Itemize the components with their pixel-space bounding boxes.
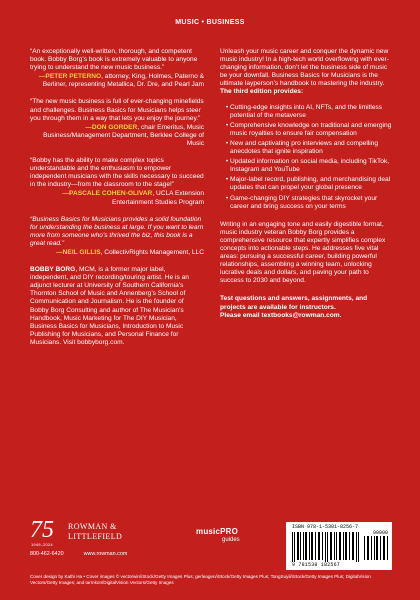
instructor-note — [220, 295, 392, 319]
instructor-text: Test questions and answers, assignments, and projects are available for instructors. — [220, 295, 368, 311]
barcode-number: 9 781538 182567 — [292, 562, 341, 568]
quote-text: “Business Basics for Musicians provides a solid foundation for understanding the business at large. If you want to learn more from someone who’s thrived the biz, this book is a great read.” — [30, 215, 204, 247]
quote-author: —PETER PETERNO — [38, 73, 102, 81]
price-barcode-icon — [364, 536, 388, 560]
barcode-block — [286, 522, 392, 570]
quote-text: “An exceptionally well-written, thorough, and competent book. Bobby Borg’s book is extremely valuable to anyone trying to understand the new music business.” — [30, 48, 198, 72]
quote-attribution — [30, 124, 204, 148]
quote-author: —NEIL GILLIS — [56, 248, 101, 256]
publisher-contact — [30, 551, 210, 557]
book-description — [220, 48, 392, 97]
quote-author: —DON GORDER — [85, 123, 138, 131]
endorsement-quote — [30, 48, 204, 89]
publisher-name — [68, 522, 122, 542]
feature-item: • Game-changing DIY strategies that skyrocket your career and bring success on your terms — [230, 195, 392, 211]
endorsement-quote — [30, 157, 204, 207]
author-name: BOBBY BORG — [30, 266, 76, 274]
author-bio-text: , MCM, is a former major label, independent, and DIY recording/touring artist. He is an adjunct lecturer at University of Southern California’s Thornton School of Music and Annenberg’s School of Communication and Journalism. He is the founder of Bobby Borg Consulting and author of The Musician’s Handbook, Music Marketing for The DIY Musician, Business Basics for Musicians, Introduction to Music Publishing for Musicians, and Personal Finance for Musicians. Visit bobbyborg.com. — [30, 266, 189, 346]
feature-item: • Major-label record, publishing, and merchandising deal updates that can propel your global presence — [230, 176, 392, 192]
anniversary-years: 1949–2024 — [31, 542, 53, 547]
left-column — [30, 48, 204, 347]
feature-item: • Comprehensive knowledge on traditional and emerging music royalties to ensure fair compensation — [230, 122, 392, 138]
publisher-website: www.rowman.com — [83, 551, 128, 557]
series-name: musicPRO — [196, 527, 239, 536]
quote-affiliation: , chair Emeritus, Music Business/Management Department, Berklee College of Music — [43, 123, 204, 147]
right-column — [220, 48, 392, 320]
endorsement-quote — [30, 216, 204, 257]
feature-item: • New and captivating pro interviews and compelling anecdotes that ignite inspiration — [230, 140, 392, 156]
cover-credits: Cover design by Kathi Ha • Cover images © vectorwin/iStock/Getty Images Plus; gerleagen/iStock/Getty Images Plus; TongSuyil/iStock/Getty Images Plus; DigitalVision Vectors/Getty Images; and Iarmkon/DigitalVision Vectors/Getty Images — [30, 574, 371, 585]
quote-attribution — [30, 73, 204, 89]
price-code: 90000 — [372, 530, 388, 536]
description-intro-bold: The third edition provides: — [220, 88, 304, 96]
category-label: MUSIC • BUSINESS — [175, 19, 245, 26]
publisher-name-line2: LITTLEFIELD — [68, 532, 123, 541]
barcode-icon — [292, 532, 362, 562]
publisher-phone: 800-462-6420 — [30, 551, 64, 557]
author-bio — [30, 266, 204, 347]
publisher-name-line1: ROWMAN & — [68, 522, 117, 531]
quote-text: “Bobby has the ability to make complex topics understandable and the enthusiasm to empower independent musicians with the skills necessary to succeed in the industry—from the classroom to the stage!” — [30, 157, 204, 189]
anniversary-number: 75 — [30, 517, 54, 543]
description-body: Writing in an engaging tone and easily digestible format, music industry veteran Bobby Borg provides a comprehensive resource that expertly simplifies complex concepts into actionable steps. He addresses five vital areas: pursuing a successful career, building powerful relationships, assembling a winning team, unlocking lucrative deals and dollars, and paving your path to success to 2030 and beyond. — [220, 220, 386, 285]
features-list — [220, 104, 392, 211]
feature-item: • Updated information on social media, including TikTok, Instagram and YouTube — [230, 158, 392, 174]
endorsement-quote — [30, 98, 204, 148]
quote-affiliation: , attorney, King, Holmes, Paterno & Berliner, representing Metallica, Dr. Dre, and Pearl Jam — [42, 73, 204, 89]
description-intro: Unleash your music career and conquer the dynamic new music industry! In a high-tech world overflowing with ever-changing information, don’t let the business side of music be your downfall. Business Basics for Musicians is the ultimate layperson’s handbook to mastering the industry. — [220, 48, 389, 88]
feature-item: • Cutting-edge insights into AI, NFTs, and the limitless potential of the metaverse — [230, 104, 392, 120]
instructor-email: Please email textbooks@rowman.com. — [220, 311, 342, 319]
series-subtitle: guides — [222, 537, 240, 543]
series-logo — [196, 527, 256, 543]
quote-attribution — [30, 249, 204, 257]
quote-author: —PASCALE COHEN-OLIVAR — [62, 190, 153, 198]
quote-attribution — [30, 190, 204, 206]
isbn-text: ISBN 978-1-5381-8256-7 — [292, 524, 359, 530]
quote-text: “The new music business is full of ever-changing minefields and challenges. Business Basics for Musicians helps steer you through them in a way that lets you enjoy the journey.” — [30, 98, 204, 122]
quote-affiliation: , UCLA Extension Entertainment Studies Program — [112, 190, 204, 206]
quote-affiliation: , CollectivRights Management, LLC — [100, 248, 204, 256]
